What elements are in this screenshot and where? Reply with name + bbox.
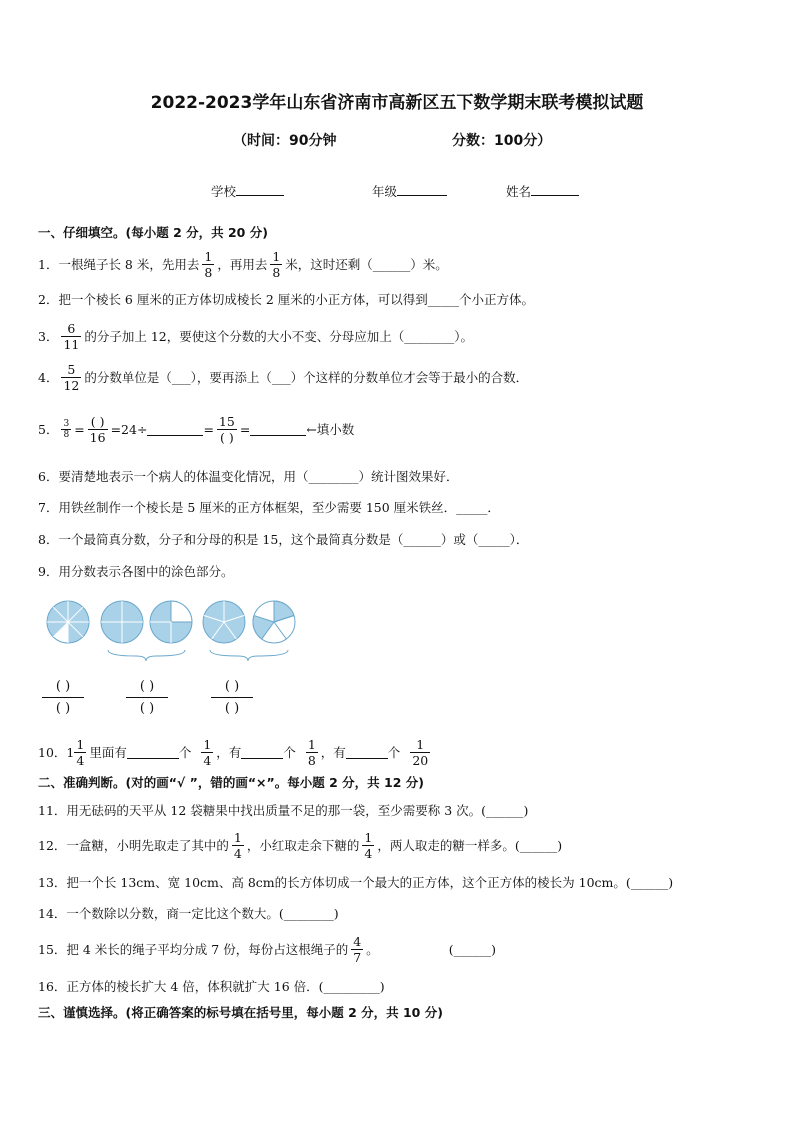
- section3-title: 三、谨慎选择。(将正确答案的标号填在括号里，每小题 2 分，共 10 分): [38, 1005, 443, 1020]
- q12-f2-den: 4: [364, 845, 373, 861]
- q3-fraction: [61, 321, 81, 352]
- question-15: [38, 929, 496, 969]
- q10-f2-num: 1: [307, 736, 316, 752]
- section1-title: 一、仔细填空。(每小题 2 分，共 20 分): [38, 225, 268, 240]
- grade-blank[interactable]: [397, 183, 447, 196]
- q4-text-b: 的分数单位是（___），要再添上（___）个这样的分数单位才会等于最小的合数．: [84, 370, 529, 385]
- question-5: [38, 409, 354, 449]
- q1-f2-den: 8: [272, 264, 281, 280]
- grade-label: 年级: [372, 184, 398, 199]
- q12-f1-den: 4: [233, 845, 242, 861]
- section2-title: 二、准确判断。(对的画“√ ”，错的画“×”。每小题 2 分，共 12 分): [38, 775, 424, 790]
- pie-figures: [42, 596, 312, 666]
- q5-eq1: =: [74, 421, 85, 437]
- name-label: 姓名: [506, 184, 532, 199]
- q5-f3-den[interactable]: ( ): [220, 429, 234, 445]
- q10-f1-num: 1: [203, 736, 212, 752]
- q10-f3-den: 20: [412, 752, 429, 768]
- q5-f3-num: 15: [218, 413, 235, 429]
- q9-answer-1[interactable]: [38, 676, 88, 722]
- q4-text-a: 4．: [38, 370, 59, 385]
- q5-blank-1[interactable]: [147, 423, 203, 436]
- q10-blank-2[interactable]: [241, 746, 283, 759]
- question-3: [38, 316, 473, 356]
- q10-f3-num: 1: [416, 736, 425, 752]
- q9-answer-3[interactable]: [207, 676, 257, 722]
- q5-text-a: 5．: [38, 422, 59, 437]
- question-16: 16．正方体的棱长扩大 4 倍，体积就扩大 16 倍．(_________): [38, 979, 385, 994]
- q15-fraction: [351, 934, 363, 965]
- q5-f2-num[interactable]: ( ): [90, 413, 105, 429]
- q5-fraction-2: [88, 414, 108, 445]
- q10-text-f: ，有: [320, 745, 346, 760]
- q12-fraction-2: [362, 830, 374, 861]
- q9-a2-top[interactable]: ( ): [139, 679, 155, 694]
- q5-fraction-1: [61, 419, 71, 440]
- question-6: 6．要清楚地表示一个病人的体温变化情况，用（________）统计图效果好．: [38, 469, 459, 484]
- question-2: 2．把一个棱长 6 厘米的正方体切成棱长 2 厘米的小正方体，可以得到_____个小正方体。: [38, 292, 535, 307]
- q9-a3-bottom[interactable]: ( ): [224, 701, 240, 716]
- q15-den: 7: [353, 949, 362, 965]
- q5-f1-den: 8: [63, 429, 70, 440]
- q12-f2-num: 1: [364, 829, 373, 845]
- q15-text-b: 。: [366, 942, 379, 957]
- q5-blank-2[interactable]: [250, 423, 306, 436]
- question-8: 8．一个最简真分数，分子和分母的积是 15，这个最简真分数是（______）或（_____）．: [38, 532, 529, 547]
- q15-answer-blank[interactable]: (______): [448, 941, 496, 957]
- q5-eq2: =: [203, 421, 214, 437]
- q1-fraction-2: [270, 249, 282, 280]
- score-label: 分数：100分）: [452, 133, 552, 149]
- q10-f2-den: 8: [307, 752, 316, 768]
- q12-text-c: ，两人取走的糖一样多。(______): [377, 838, 563, 853]
- q4-num: 5: [67, 361, 76, 377]
- q5-eq3: =: [239, 421, 251, 437]
- q1-text-a: 1．一根绳子长 8 米，先用去: [38, 257, 200, 272]
- q1-text-b: ，再用去: [217, 257, 268, 272]
- q10-text-a: 10．1: [38, 745, 75, 760]
- q4-fraction: [61, 362, 81, 393]
- q9-a2-bottom[interactable]: ( ): [139, 701, 155, 716]
- question-12: [38, 825, 562, 865]
- q1-text-c: 米，这时还剩（______）米。: [285, 257, 448, 272]
- q10-mixed-den: 4: [76, 752, 85, 768]
- pie-quarters-three: [150, 601, 192, 643]
- q9-a3-top[interactable]: ( ): [224, 679, 240, 694]
- q1-f2-num: 1: [272, 248, 281, 264]
- q12-text-a: 12．一盒糖，小明先取走了其中的: [38, 838, 229, 853]
- q5-mid: =24÷: [110, 421, 148, 437]
- q10-mixed-num: 1: [76, 736, 85, 752]
- question-13: 13．把一个长 13cm、宽 10cm、高 8cm的长方体切成一个最大的正方体，这个正方体的棱长为 10cm。(______): [38, 875, 674, 890]
- q10-blank-1[interactable]: [127, 746, 179, 759]
- brace-1: [108, 650, 185, 661]
- question-9: 9．用分数表示各图中的涂色部分。: [38, 564, 234, 579]
- q10-text-b: 里面有: [89, 745, 127, 760]
- brace-2: [210, 650, 288, 661]
- school-label: 学校: [211, 184, 237, 199]
- q12-text-b: ，小红取走余下糖的: [246, 838, 360, 853]
- time-label: （时间：90分钟: [233, 133, 337, 149]
- q3-text-b: 的分子加上 12，要使这个分数的大小不变、分母应加上（________）。: [84, 329, 473, 344]
- q3-num: 6: [67, 320, 76, 336]
- q9-a1-top[interactable]: ( ): [55, 679, 71, 694]
- q5-f1-num: 3: [63, 418, 70, 429]
- q9-answer-2[interactable]: [122, 676, 172, 722]
- name-blank[interactable]: [531, 183, 579, 196]
- q15-text-a: 15．把 4 米长的绳子平均分成 7 份，每份占这根绳子的: [38, 942, 349, 957]
- q15-num: 4: [353, 933, 362, 949]
- pie-quarters-full: [101, 601, 143, 643]
- q5-tail: ←填小数: [306, 422, 355, 437]
- q1-f1-num: 1: [204, 248, 213, 264]
- q3-den: 11: [63, 336, 80, 352]
- name-field: [506, 182, 579, 200]
- page-title: 2022-2023学年山东省济南市高新区五下数学期末联考模拟试题: [150, 93, 644, 113]
- q10-text-d: ，有: [216, 745, 242, 760]
- q10-blank-3[interactable]: [346, 746, 388, 759]
- grade-field: [372, 182, 447, 200]
- q1-f1-den: 8: [204, 264, 213, 280]
- q12-fraction-1: [232, 830, 244, 861]
- school-blank[interactable]: [236, 183, 284, 196]
- q3-text-a: 3．: [38, 329, 59, 344]
- question-1: [38, 244, 448, 284]
- question-7: 7．用铁丝制作一个棱长是 5 厘米的正方体框架，至少需要 150 厘米铁丝．_____．: [38, 500, 500, 515]
- school-field: [211, 182, 284, 200]
- question-14: 14．一个数除以分数，商一定比这个数大。(________): [38, 906, 339, 921]
- q5-f2-den: 16: [89, 429, 106, 445]
- q9-a1-bottom[interactable]: ( ): [55, 701, 71, 716]
- q4-den: 12: [63, 377, 80, 393]
- pie-fifths-partial: [253, 601, 295, 643]
- q10-text-e: 个: [283, 745, 296, 760]
- q5-fraction-3: [217, 414, 237, 445]
- pie-eighths: [47, 601, 89, 643]
- question-4: [38, 357, 528, 397]
- q1-fraction-1: [202, 249, 214, 280]
- pie-fifths-full: [203, 601, 245, 643]
- q10-text-c: 个: [178, 745, 192, 760]
- q10-text-g: 个: [387, 745, 401, 760]
- q10-f1-den: 4: [203, 752, 212, 768]
- question-11: 11．用无砝码的天平从 12 袋糖果中找出质量不足的那一袋，至少需要称 3 次。(______): [38, 803, 529, 818]
- q12-f1-num: 1: [233, 829, 242, 845]
